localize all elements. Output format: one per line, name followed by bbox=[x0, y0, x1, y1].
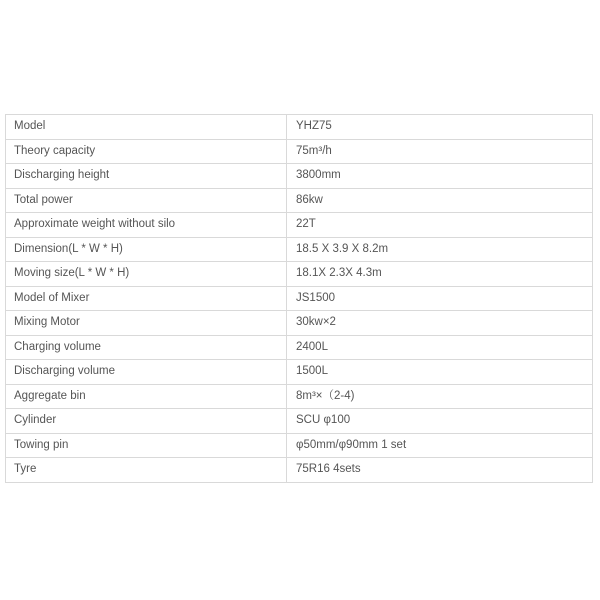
parameter-cell: Approximate weight without silo bbox=[6, 213, 287, 238]
table-row bbox=[6, 237, 593, 262]
parameter-cell: Theory capacity bbox=[6, 139, 287, 164]
table-row bbox=[6, 286, 593, 311]
value-cell: 86kw bbox=[287, 188, 593, 213]
parameter-cell: Discharging height bbox=[6, 164, 287, 189]
parameter-cell: Cylinder bbox=[6, 409, 287, 434]
value-cell: 75R16 4sets bbox=[287, 458, 593, 483]
parameter-cell: Mixing Motor bbox=[6, 311, 287, 336]
parameter-cell: Aggregate bin bbox=[6, 384, 287, 409]
parameter-cell: Towing pin bbox=[6, 433, 287, 458]
table-row bbox=[6, 188, 593, 213]
table-row bbox=[6, 213, 593, 238]
value-cell: 75m³/h bbox=[287, 139, 593, 164]
table-row bbox=[6, 458, 593, 483]
value-cell: φ50mm/φ90mm 1 set bbox=[287, 433, 593, 458]
table-row bbox=[6, 164, 593, 189]
table-row bbox=[6, 262, 593, 287]
specification-table bbox=[5, 114, 593, 483]
value-cell: JS1500 bbox=[287, 286, 593, 311]
table-row bbox=[6, 139, 593, 164]
value-cell: 30kw×2 bbox=[287, 311, 593, 336]
table-row bbox=[6, 335, 593, 360]
value-cell: YHZ75 bbox=[287, 115, 593, 140]
parameter-cell: Charging volume bbox=[6, 335, 287, 360]
table-row bbox=[6, 433, 593, 458]
table-row bbox=[6, 115, 593, 140]
value-cell: SCU φ100 bbox=[287, 409, 593, 434]
parameter-cell: Dimension(L * W * H) bbox=[6, 237, 287, 262]
parameter-cell: Total power bbox=[6, 188, 287, 213]
value-cell: 8m³×（2-4) bbox=[287, 384, 593, 409]
table-row bbox=[6, 384, 593, 409]
value-cell: 1500L bbox=[287, 360, 593, 385]
table-row bbox=[6, 311, 593, 336]
table-row bbox=[6, 360, 593, 385]
value-cell: 18.5 X 3.9 X 8.2m bbox=[287, 237, 593, 262]
value-cell: 22T bbox=[287, 213, 593, 238]
parameter-cell: Discharging volume bbox=[6, 360, 287, 385]
parameter-cell: Moving size(L * W * H) bbox=[6, 262, 287, 287]
value-cell: 2400L bbox=[287, 335, 593, 360]
parameter-cell: Model bbox=[6, 115, 287, 140]
parameter-cell: Model of Mixer bbox=[6, 286, 287, 311]
table-row bbox=[6, 409, 593, 434]
value-cell: 18.1X 2.3X 4.3m bbox=[287, 262, 593, 287]
value-cell: 3800mm bbox=[287, 164, 593, 189]
parameter-cell: Tyre bbox=[6, 458, 287, 483]
